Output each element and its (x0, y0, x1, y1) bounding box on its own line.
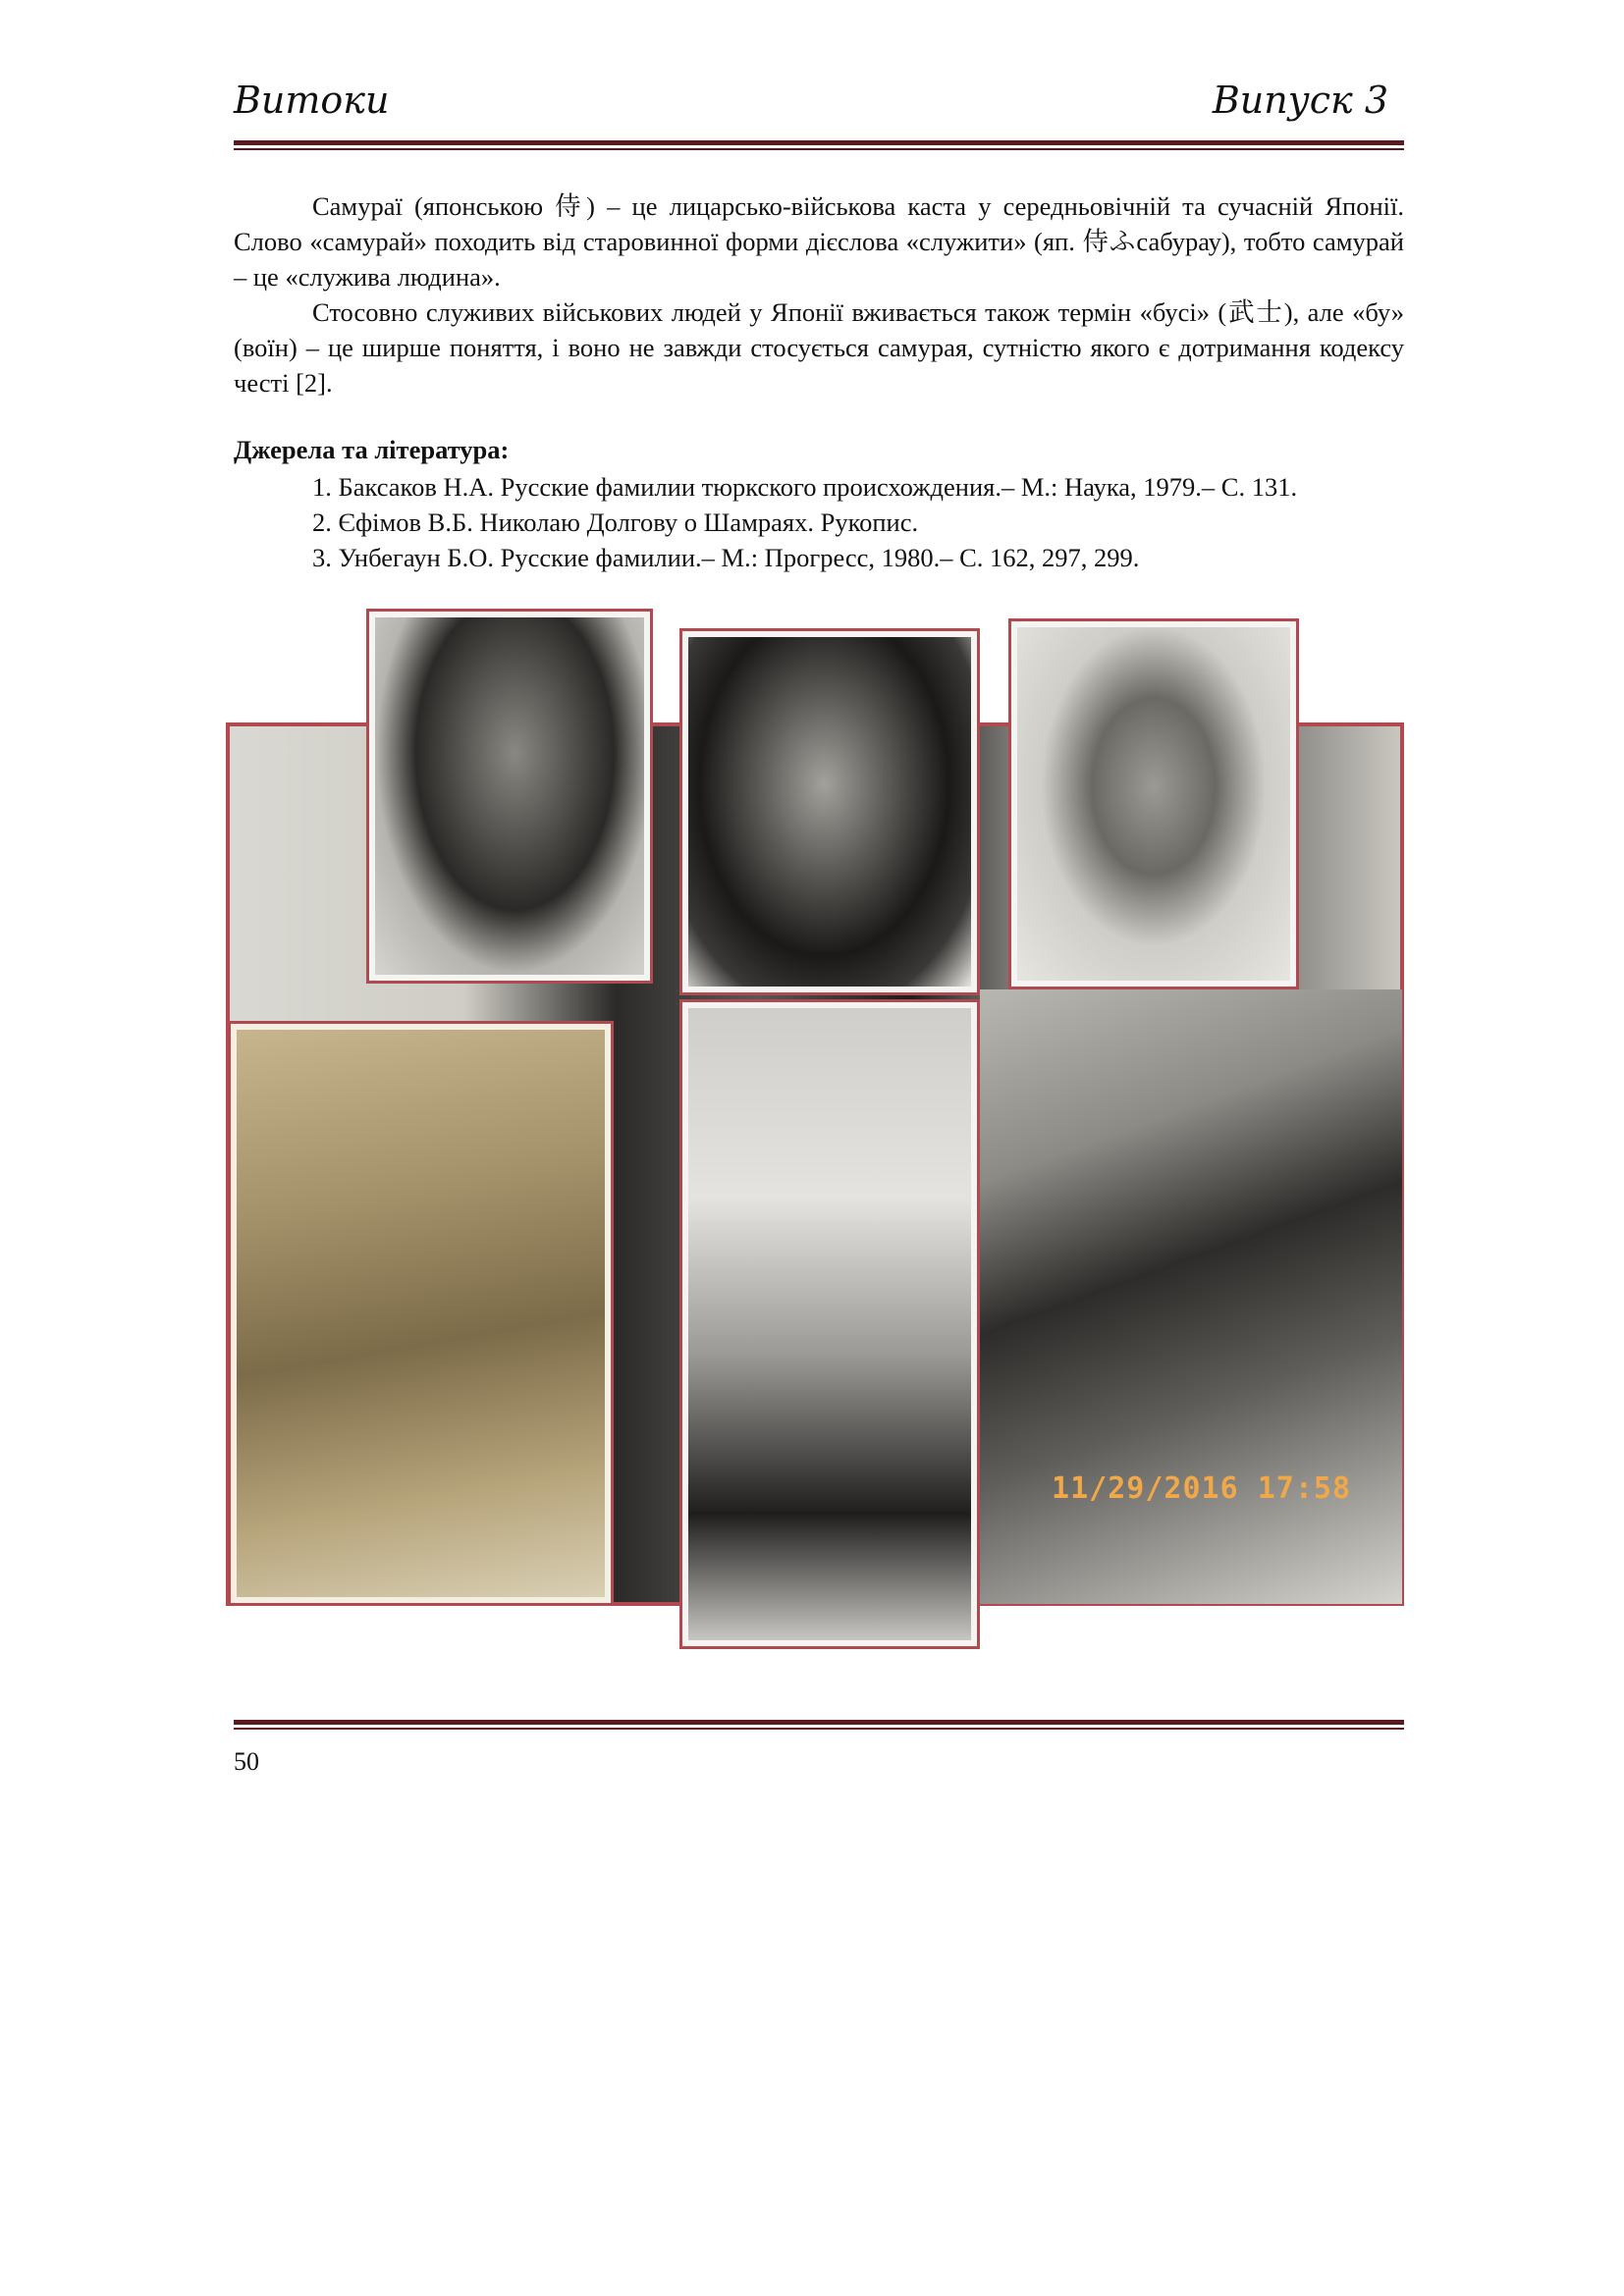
paragraph-bushi: Стосовно служивих військових людей у Японії вживається також термін «бусі» (武士), але «бу» (воїн) – це ширше поняття, і воно не завжди стосується самурая, сутністю якого є дотримання кодексу честі [2]. (234, 297, 1404, 398)
paragraph-samurai: Самураї (японською 侍) – це лицарсько-військова каста у середньовічній та сучасній Японії. Слово «самурай» походить від старовинної форми дієслова «служити» (яп. 侍ふсабурау), тобто самурай – це «служива людина». (234, 191, 1404, 292)
reference-item: 3. Унбегаун Б.О. Русские фамилии.– М.: Прогресс, 1980.– С. 162, 297, 299. (312, 543, 1140, 572)
photo-elderly-man (980, 989, 1402, 1604)
references-list (312, 469, 1402, 575)
photo-couple (679, 999, 980, 1649)
body-text (234, 188, 1404, 400)
issue-number: Випуск 3 (1212, 79, 1388, 122)
journal-title: Витоки (234, 79, 390, 122)
photo-soldier-cap-portrait (1008, 618, 1299, 989)
page-number: 50 (234, 1747, 259, 1776)
header-rule-thin (234, 148, 1404, 150)
header-rule-thick (234, 140, 1404, 145)
photo-standing-soldier-image (237, 1030, 605, 1597)
photo-officer-portrait (366, 609, 653, 984)
reference-item: 1. Баксаков Н.А. Русские фамилии тюркского происхождения.– М.: Наука, 1979.– С. 131. (312, 472, 1298, 502)
footer-rule-thin (234, 1728, 1404, 1730)
photo-collage (226, 609, 1404, 1649)
photo-couple-image (688, 1008, 971, 1640)
photo-old-man-portrait (679, 628, 980, 995)
footer-rule-thick (234, 1720, 1404, 1725)
photo-soldier-cap-portrait-image (1017, 627, 1290, 981)
photo-standing-soldier (228, 1021, 614, 1606)
photo-old-man-portrait-image (688, 637, 971, 987)
photo-officer-portrait-image (375, 617, 644, 975)
photo-timestamp: 11/29/2016 17:58 (1052, 1471, 1351, 1506)
references-heading: Джерела та література: (234, 435, 510, 464)
reference-item: 2. Єфімов В.Б. Николаю Долгову о Шамраях. Рукопис. (312, 507, 919, 537)
photo-elderly-man-image (980, 989, 1402, 1604)
